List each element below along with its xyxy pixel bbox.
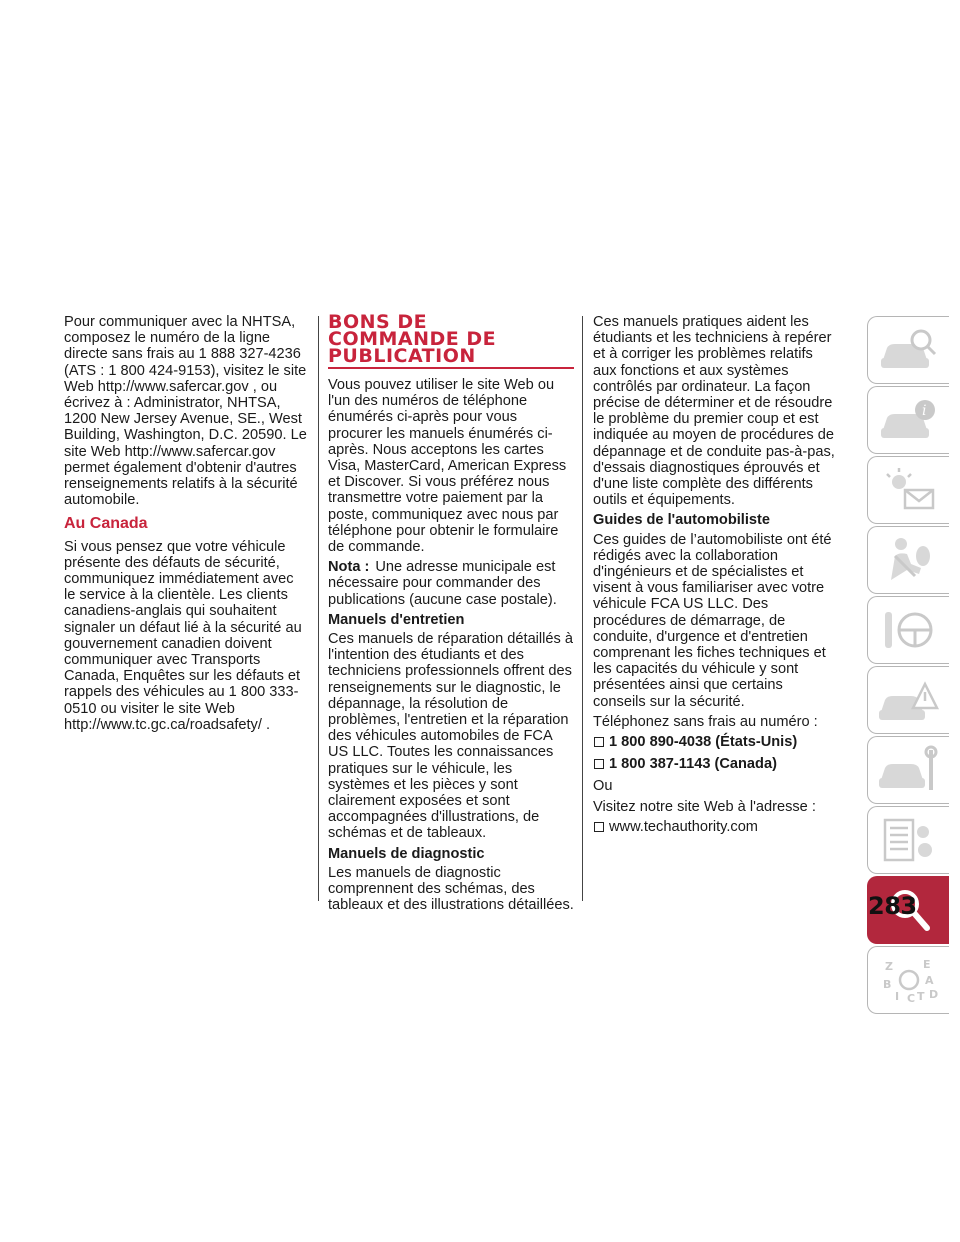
canada-paragraph: Si vous pensez que votre véhicule présente des défauts de sécurité, communiquez immédiatement avec le service à la clientèle. Les clients canadiens-anglais qui souhaitent signaler un défaut lié à la sécurité au gouvernement canadien doivent communiquer avec Transports Canada, Enquêtes sur les défauts et rappels des véhicules au 1 800 333-0510 ou visiter le site Web http://www.tc.gc.ca/roadsafety/ . xyxy=(64,538,302,733)
svg-text:E: E xyxy=(922,958,931,971)
tab-specifications[interactable] xyxy=(867,806,949,874)
nhtsa-paragraph: Pour communiquer avec la NHTSA, composez le numéro de la ligne directe sans frais au 1 888 327-4236 (ATS : 1 800 424-9153), visitez le site Web http://www.safercar.gov , ou écrivez à : Administrator, NHTSA, 1200 New Jersey Avenue, SE., West Building, Washington, D.C. 20590. Le site Web http://www.safercar.gov permet également d'obtenir d'autres renseignements relatifs à la sécurité automobile. xyxy=(64,314,307,509)
svg-text:i: i xyxy=(921,403,926,419)
tab-safety[interactable] xyxy=(867,526,949,594)
svg-text:A: A xyxy=(924,974,934,987)
car-magnifier-icon xyxy=(877,324,941,376)
section-title-line-3: PUBLICATION xyxy=(328,345,476,367)
au-canada-heading: Au Canada xyxy=(64,515,148,533)
specs-gears-icon xyxy=(877,814,941,866)
manuels-diagnostic-heading: Manuels de diagnostic xyxy=(328,845,485,862)
alphabet-index-icon xyxy=(877,954,941,1006)
list-item-phone-ca xyxy=(593,756,839,772)
svg-text:Z: Z xyxy=(884,960,893,973)
section-title xyxy=(328,311,574,367)
checkbox-bullet-icon xyxy=(594,759,604,769)
column-3 xyxy=(593,314,839,841)
section-title-rule xyxy=(328,367,574,369)
page-number: 283 xyxy=(868,892,917,920)
intro-paragraph: Vous pouvez utiliser le site Web ou l'un des numéros de téléphone énumérés ci-après pour vous procurer les manuels énumérés ci-après. Nous acceptons les cartes Visa, MasterCard, American Express et Discover. Si vous préférez nous transmettre votre paiement par la poste, communiquez avec nous par téléphone pour obtenir le formulaire de commande. xyxy=(328,377,567,556)
manuels-entretien-heading: Manuels d'entretien xyxy=(328,611,465,628)
column-divider-2 xyxy=(582,316,583,901)
key-steering-wheel-icon xyxy=(877,604,941,656)
tab-starting-driving[interactable] xyxy=(867,596,949,664)
svg-text:D: D xyxy=(928,988,938,1001)
guides-heading: Guides de l'automobiliste xyxy=(593,512,770,529)
tab-warning-lights[interactable] xyxy=(867,456,949,524)
nota-text: Une adresse municipale est nécessaire pour commander des publications (aucune case postale). xyxy=(328,559,557,608)
seatbelt-airbag-icon xyxy=(877,534,941,586)
nota-label: Nota : xyxy=(328,559,370,576)
svg-text:B: B xyxy=(882,978,891,991)
list-item-web xyxy=(593,819,839,835)
car-service-tools-icon xyxy=(877,744,941,796)
tab-alphabetical-index[interactable] xyxy=(867,946,949,1014)
phone-ca-text: 1 800 387-1143 (Canada) xyxy=(609,756,777,773)
section-title-line-2: COMMANDE DE xyxy=(328,328,497,350)
tab-service[interactable] xyxy=(867,736,949,804)
diagnostic-continued-paragraph: Ces manuels pratiques aident les étudiants et les techniciens à repérer et à corriger les problèmes relatifs aux fonctions et aux systèmes contrôlés par ordinateur. La façon précise de déterminer et de résoudre le problème du premier coup et est indiquée au moyen de procédures de dépannage et de conduite pas-à-pas, d'essais diagnostiques éprouvés et d'une liste complète des différents outils et équipements. xyxy=(593,314,835,509)
tab-car-info[interactable] xyxy=(867,386,949,454)
checkbox-bullet-icon xyxy=(594,822,604,832)
manuels-entretien-paragraph: Ces manuels de réparation détaillés à l'intention des étudiants et des techniciens professionnels offrent des renseignements sur le diagnostic, le dépannage, la résolution de problèmes, l'entretien et la réparation des véhicules automobiles de FCA US LLC. Toutes les connaissances pratiques sur le véhicule, les systèmes et les pièces y sont clairement exposées et sont accompagnées d'illustrations, de schémas et de tableaux. xyxy=(328,631,573,842)
nota-paragraph xyxy=(328,559,574,608)
ou-text: Ou xyxy=(593,778,613,795)
svg-text:I: I xyxy=(894,990,899,1003)
warning-light-envelope-icon xyxy=(877,464,941,516)
tab-emergency[interactable] xyxy=(867,666,949,734)
column-2 xyxy=(328,311,574,918)
section-title-line-1: BONS DE xyxy=(328,311,428,333)
car-breakdown-icon xyxy=(877,674,941,726)
car-info-icon xyxy=(877,394,941,446)
phone-intro: Téléphonez sans frais au numéro : xyxy=(593,713,818,730)
svg-text:C: C xyxy=(906,992,915,1005)
checkbox-bullet-icon xyxy=(594,737,604,747)
guides-paragraph: Ces guides de l’automobiliste ont été rédigés avec la collaboration d'ingénieurs et de spécialistes et visent à vous familiariser avec votre véhicule FCA US LLC. Des procédures de démarrage, de conduite, d'urgence et d'entretien comprenant les fiches techniques et les capacités du véhicule y sont présentées ainsi que certains conseils sur la sécurité. xyxy=(593,531,832,710)
phone-us-text: 1 800 890-4038 (États-Unis) xyxy=(609,734,798,751)
web-address-text: www.techauthority.com xyxy=(609,818,758,835)
svg-text:T: T xyxy=(916,990,925,1003)
column-1 xyxy=(64,314,308,737)
column-divider-1 xyxy=(318,316,319,901)
tab-car-magnifier[interactable] xyxy=(867,316,949,384)
manuels-diagnostic-paragraph: Les manuels de diagnostic comprennent des schémas, des tableaux et des illustrations détaillées. xyxy=(328,864,574,914)
web-intro: Visitez notre site Web à l'adresse : xyxy=(593,798,816,815)
list-item-phone-us xyxy=(593,734,839,750)
